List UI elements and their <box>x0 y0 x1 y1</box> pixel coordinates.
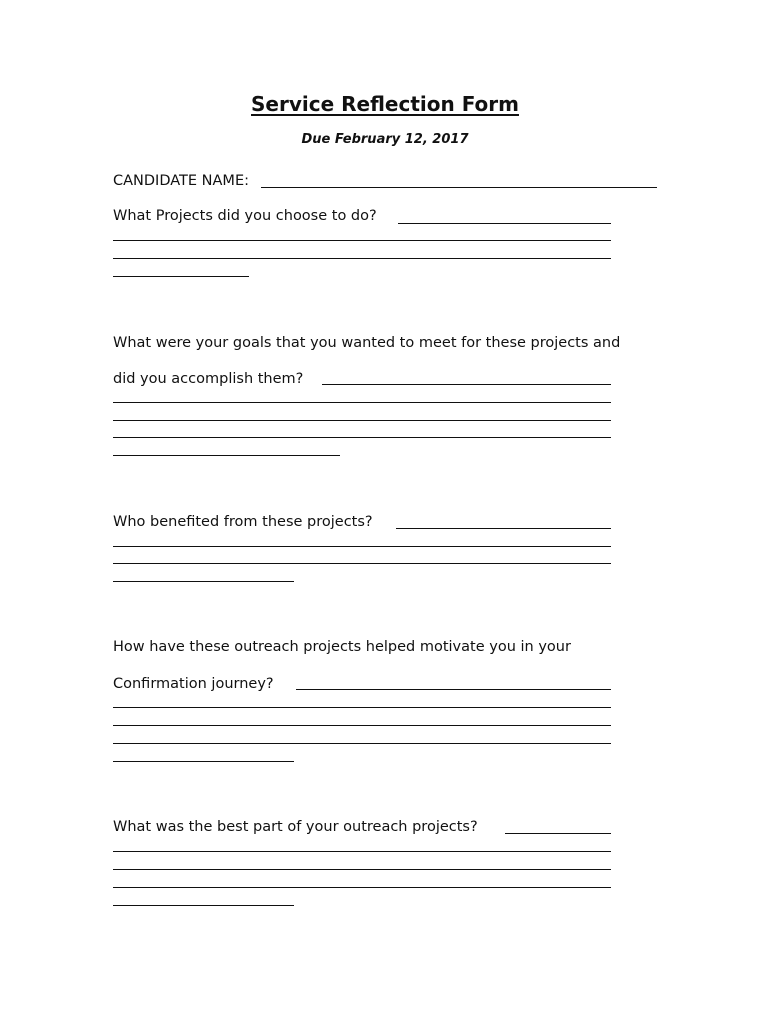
answer-line[interactable] <box>113 707 611 708</box>
question-projects-chosen: What Projects did you choose to do? <box>113 208 377 224</box>
question-best-part: What was the best part of your outreach projects? <box>113 819 478 835</box>
answer-line[interactable] <box>113 258 611 259</box>
answer-line[interactable] <box>113 455 340 456</box>
answer-line[interactable] <box>398 223 611 224</box>
answer-line[interactable] <box>113 905 294 906</box>
answer-line[interactable] <box>113 563 611 564</box>
answer-line[interactable] <box>322 384 611 385</box>
answer-line[interactable] <box>296 689 611 690</box>
due-date: Due February 12, 2017 <box>301 132 469 147</box>
answer-line[interactable] <box>113 887 611 888</box>
question-motivation-line2: Confirmation journey? <box>113 676 274 692</box>
answer-line[interactable] <box>113 761 294 762</box>
answer-line[interactable] <box>113 546 611 547</box>
answer-line[interactable] <box>113 276 249 277</box>
answer-line[interactable] <box>113 437 611 438</box>
answer-line[interactable] <box>113 402 611 403</box>
question-beneficiaries: Who benefited from these projects? <box>113 514 373 530</box>
answer-line[interactable] <box>505 833 611 834</box>
answer-line[interactable] <box>113 851 611 852</box>
answer-line[interactable] <box>113 420 611 421</box>
answer-line[interactable] <box>113 869 611 870</box>
answer-line[interactable] <box>113 725 611 726</box>
question-motivation-line1: How have these outreach projects helped motivate you in your <box>113 639 571 655</box>
answer-line[interactable] <box>113 743 611 744</box>
question-goals-line2: did you accomplish them? <box>113 371 304 387</box>
candidate-name-field[interactable] <box>261 187 657 188</box>
answer-line[interactable] <box>113 240 611 241</box>
answer-line[interactable] <box>396 528 611 529</box>
form-title: Service Reflection Form <box>251 92 519 116</box>
answer-line[interactable] <box>113 581 294 582</box>
question-goals-line1: What were your goals that you wanted to meet for these projects and <box>113 335 621 351</box>
candidate-name-label: CANDIDATE NAME: <box>113 173 249 189</box>
